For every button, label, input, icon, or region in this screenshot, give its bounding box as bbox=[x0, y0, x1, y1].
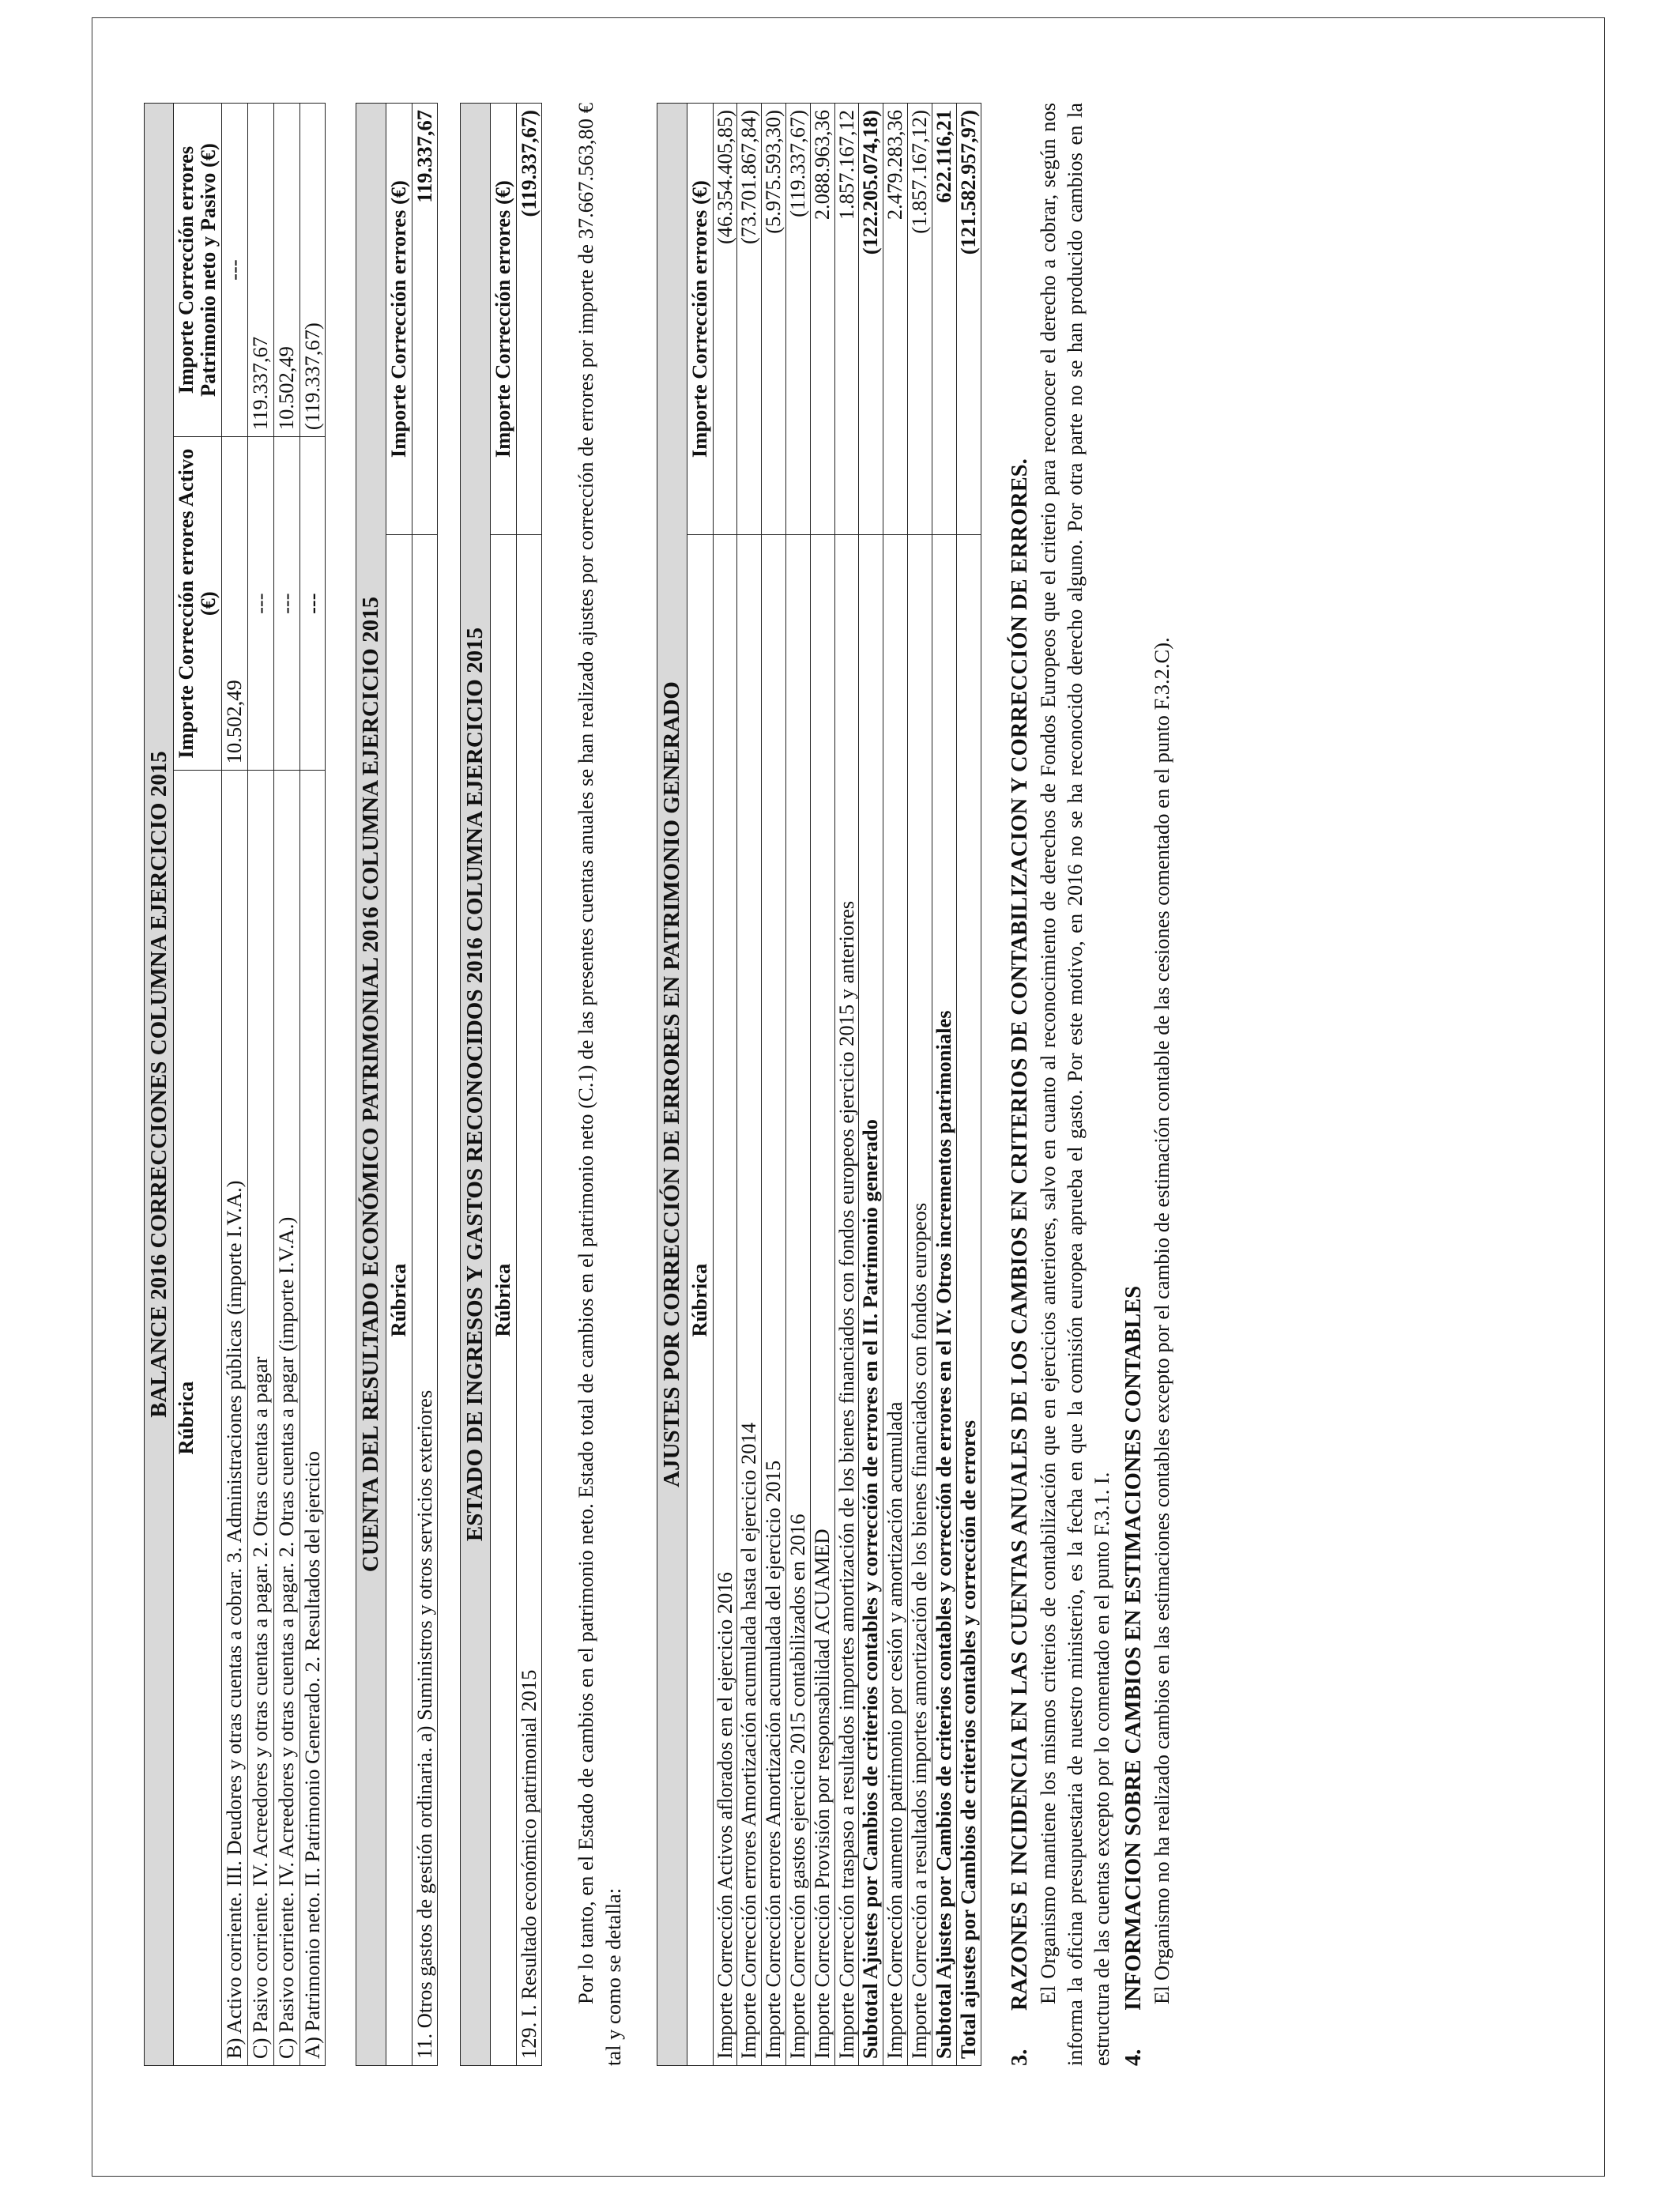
row-rubrica: Importe Corrección Activos aflorados en el ejercicio 2016 bbox=[713, 535, 737, 2066]
table-row bbox=[762, 104, 786, 2066]
cuenta-header-rubrica: Rúbrica bbox=[386, 535, 412, 2066]
row-rubrica: C) Pasivo corriente. IV. Acreedores y otras cuentas a pagar. 2. Otras cuentas a pagar (importe I.V.A.) bbox=[273, 771, 299, 2066]
total-row bbox=[956, 104, 981, 2066]
row-importe: (1.857.167,12) bbox=[908, 104, 932, 535]
ajustes-header-importe: Importe Corrección errores (€) bbox=[687, 104, 713, 535]
section-3-text: El Organismo mantiene los mismos criterios de contabilización que en ejercicios anteriores, salvo en cuanto al reconocimiento de derechos de Fondos Europeos que el criterio para reconocer el derecho a cobrar, según nos informa la oficina presupuestaria de nuestro ministerio, es la fecha en que la comisión europea aprueba el gasto. Por este motivo, en 2016 no se ha reconocido derecho alguno. Por otra parte no se han producido cambios en la estructura de las cuentas excepto por lo comentado en el punto F.3.1. I. bbox=[1035, 103, 1114, 2066]
section-4-text: El Organismo no ha realizado cambios en las estimaciones contables excepto por el cambio de estimación contable de las cesiones comentado en el punto F.3.2.C). bbox=[1149, 637, 1173, 2004]
section-4-heading bbox=[1119, 103, 1148, 2066]
row-importe: 622.116,21 bbox=[932, 104, 956, 535]
row-importe: (5.975.593,30) bbox=[762, 104, 786, 535]
row-activo: --- bbox=[247, 437, 273, 771]
row-rubrica: C) Pasivo corriente. IV. Acreedores y otras cuentas a pagar. 2. Otras cuentas a pagar bbox=[247, 771, 273, 2066]
row-rubrica: Importe Corrección Provisión por responsabilidad ACUAMED bbox=[810, 535, 834, 2066]
row-importe: (46.354.405,85) bbox=[713, 104, 737, 535]
section-3-heading bbox=[1005, 103, 1034, 2066]
row-importe: 119.337,67 bbox=[412, 104, 438, 535]
row-rubrica: Importe Corrección aumento patrimonio por cesión y amortización acumulada bbox=[883, 535, 908, 2066]
page-content bbox=[144, 103, 1175, 2066]
row-rubrica: Importe Corrección gastos ejercicio 2015 contabilizados en 2016 bbox=[786, 535, 811, 2066]
row-importe: (121.582.957,97) bbox=[956, 104, 981, 535]
row-rubrica: Importe Corrección errores Amortización acumulada del ejercicio 2015 bbox=[762, 535, 786, 2066]
subtotal-row bbox=[932, 104, 956, 2066]
balance-title: BALANCE 2016 CORRECCIONES COLUMNA EJERCICIO 2015 bbox=[145, 104, 174, 2066]
table-row bbox=[737, 104, 762, 2066]
row-rubrica: Subtotal Ajustes por Cambios de criterios contables y corrección de errores en el IV. Otros incrementos patrimoniales bbox=[932, 535, 956, 2066]
row-importe: 2.088.963,36 bbox=[810, 104, 834, 535]
estado-header-importe: Importe Corrección errores (€) bbox=[490, 104, 516, 535]
table-row bbox=[834, 104, 859, 2066]
row-rubrica: Importe Corrección traspaso a resultados importes amortización de los bienes financiados con fondos europeos ejercicio 2015 y anteriores bbox=[834, 535, 859, 2066]
ajustes-header-rubrica: Rúbrica bbox=[687, 535, 713, 2066]
subtotal-row bbox=[859, 104, 883, 2066]
cuenta-table bbox=[356, 103, 438, 2066]
rotated-page bbox=[92, 17, 1605, 2177]
row-pasivo: 10.502,49 bbox=[273, 104, 299, 437]
row-rubrica: Importe Corrección a resultados importes amortización de los bienes financiados con fondos europeos bbox=[908, 535, 932, 2066]
paragraph-estado-cambios: Por lo tanto, en el Estado de cambios en el patrimonio neto. Estado total de cambios en el patrimonio neto (C.1) de las presentes cuentas anuales se han realizado ajustes por corrección de errores por importe de 37.667.563,80 € tal y como se detalla: bbox=[574, 103, 625, 2066]
cuenta-title: CUENTA DEL RESULTADO ECONÓMICO PATRIMONIAL 2016 COLUMNA EJERCICIO 2015 bbox=[356, 104, 386, 2066]
row-rubrica: Subtotal Ajustes por Cambios de criterios contables y corrección de errores en el II. Patrimonio generado bbox=[859, 535, 883, 2066]
table-row bbox=[222, 104, 248, 2066]
table-row bbox=[516, 104, 542, 2066]
table-row bbox=[412, 104, 438, 2066]
row-importe: (119.337,67) bbox=[516, 104, 542, 535]
section-4-title: INFORMACION SOBRE CAMBIOS EN ESTIMACIONES CONTABLES bbox=[1121, 1285, 1146, 2011]
row-activo: --- bbox=[273, 437, 299, 771]
table-row bbox=[247, 104, 273, 2066]
balance-header-activo: Importe Corrección errores Activo (€) bbox=[174, 437, 222, 771]
ajustes-title: AJUSTES POR CORRECCIÓN DE ERRORES EN PATRIMONIO GENERADO bbox=[657, 104, 687, 2066]
table-row bbox=[908, 104, 932, 2066]
balance-header-rubrica: Rúbrica bbox=[174, 771, 222, 2066]
row-rubrica: Importe Corrección errores Amortización acumulada hasta el ejercicio 2014 bbox=[737, 535, 762, 2066]
table-row bbox=[713, 104, 737, 2066]
row-pasivo: --- bbox=[222, 104, 248, 437]
table-row bbox=[273, 104, 299, 2066]
estado-header-rubrica: Rúbrica bbox=[490, 535, 516, 2066]
cuenta-header-importe: Importe Corrección errores (€) bbox=[386, 104, 412, 535]
row-rubrica: 11. Otros gastos de gestión ordinaria. a) Suministros y otros servicios exteriores bbox=[412, 535, 438, 2066]
table-row bbox=[786, 104, 811, 2066]
row-rubrica: Total ajustes por Cambios de criterios contables y corrección de errores bbox=[956, 535, 981, 2066]
estado-title: ESTADO DE INGRESOS Y GASTOS RECONOCIDOS 2016 COLUMNA EJERCICIO 2015 bbox=[461, 104, 490, 2066]
row-rubrica: A) Patrimonio neto. II. Patrimonio Generado. 2. Resultados del ejercicio bbox=[299, 771, 326, 2066]
balance-table bbox=[144, 103, 326, 2066]
row-importe: (73.701.867,84) bbox=[737, 104, 762, 535]
row-pasivo: 119.337,67 bbox=[247, 104, 273, 437]
section-3-number: 3. bbox=[1007, 2049, 1032, 2066]
table-row bbox=[299, 104, 326, 2066]
section-4-number: 4. bbox=[1121, 2049, 1146, 2066]
row-importe: (122.205.074,18) bbox=[859, 104, 883, 535]
ajustes-table bbox=[657, 103, 981, 2066]
row-activo: --- bbox=[299, 437, 326, 771]
row-importe: 2.479.283,36 bbox=[883, 104, 908, 535]
row-pasivo: (119.337,67) bbox=[299, 104, 326, 437]
table-row bbox=[810, 104, 834, 2066]
row-rubrica: B) Activo corriente. III. Deudores y otras cuentas a cobrar. 3. Administraciones públicas (importe I.V.A.) bbox=[222, 771, 248, 2066]
balance-header-pasivo: Importe Corrección errores Patrimonio neto y Pasivo (€) bbox=[174, 104, 222, 437]
row-activo: 10.502,49 bbox=[222, 437, 248, 771]
row-importe: 1.857.167,12 bbox=[834, 104, 859, 535]
estado-table bbox=[460, 103, 542, 2066]
section-3-title: RAZONES E INCIDENCIA EN LAS CUENTAS ANUALES DE LOS CAMBIOS EN CRITERIOS DE CONTABILIZACION Y CORRECCIÓN DE ERRORES. bbox=[1007, 458, 1032, 2011]
table-row bbox=[883, 104, 908, 2066]
row-rubrica: 129. I. Resultado económico patrimonial 2015 bbox=[516, 535, 542, 2066]
row-importe: (119.337,67) bbox=[786, 104, 811, 535]
